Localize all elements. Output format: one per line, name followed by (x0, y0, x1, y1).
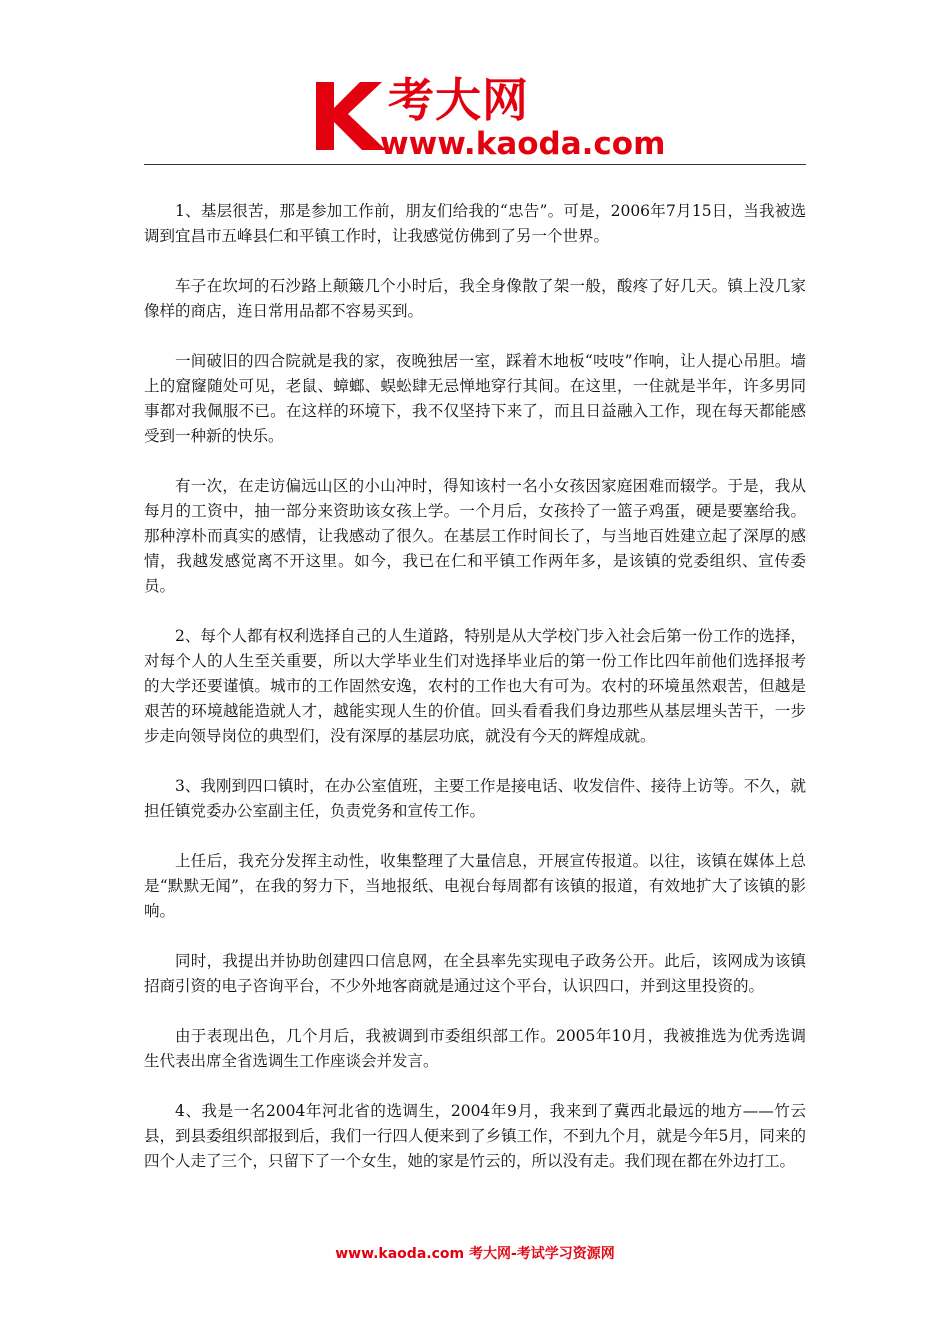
footer-site-link[interactable]: www.kaoda.com 考大网-考试学习资源网 (335, 1246, 615, 1262)
paragraph-4: 有一次，在走访偏远山区的小山冲时，得知该村一名小女孩因家庭困难而辍学。于是，我从每月的工资中，抽一部分来资助该女孩上学。一个月后，女孩拎了一篮子鸡蛋，硬是要塞给我。那种淳朴而真实的感情，让我感动了很久。在基层工作时间长了，与当地百姓建立起了深厚的感情，我越发感觉离不开这里。如今，我已在仁和平镇工作两年多，是该镇的党委组织、宣传委员。 (144, 477, 806, 595)
article-body (144, 199, 806, 1199)
logo-url[interactable]: www.kaoda.com (380, 126, 666, 162)
paragraph-7: 上任后，我充分发挥主动性，收集整理了大量信息，开展宣传报道。以往，该镇在媒体上总是“默默无闻”，在我的努力下，当地报纸、电视台每周都有该镇的报道，有效地扩大了该镇的影响。 (144, 852, 806, 920)
site-header (0, 70, 950, 165)
paragraph-5: 2、每个人都有权利选择自己的人生道路，特别是从大学校门步入社会后第一份工作的选择，对每个人的人生至关重要，所以大学毕业生们对选择毕业后的第一份工作比四年前他们选择报考的大学还要谨慎。城市的工作固然安逸，农村的工作也大有可为。农村的环境虽然艰苦，但越是艰苦的环境越能造就人才，越能实现人生的价值。回头看看我们身边那些从基层埋头苦干，一步步走向领导岗位的典型们，没有深厚的基层功底，就没有今天的辉煌成就。 (144, 627, 806, 745)
paragraph-9: 由于表现出色，几个月后，我被调到市委组织部工作。2005年10月，我被推选为优秀选调生代表出席全省选调生工作座谈会并发言。 (144, 1027, 806, 1070)
paragraph-2: 车子在坎坷的石沙路上颠簸几个小时后，我全身像散了架一般，酸疼了好几天。镇上没几家像样的商店，连日常用品都不容易买到。 (144, 277, 806, 320)
k-letter-logo-icon (312, 78, 388, 154)
paragraph-10: 4、我是一名2004年河北省的选调生，2004年9月，我来到了冀西北最远的地方——竹云县，到县委组织部报到后，我们一行四人便来到了乡镇工作，不到九个月，就是今年5月，同来的四个人走了三个，只留下了一个女生，她的家是竹云的，所以没有走。我们现在都在外边打工。 (144, 1102, 806, 1170)
paragraph-6: 3、我刚到四口镇时，在办公室值班，主要工作是接电话、收发信件、接待上访等。不久，就担任镇党委办公室副主任，负责党务和宣传工作。 (144, 777, 806, 820)
header-divider (144, 164, 806, 165)
logo-chinese-name: 考大网 (388, 73, 529, 127)
paragraph-3: 一间破旧的四合院就是我的家，夜晚独居一室，踩着木地板“吱吱”作响，让人提心吊胆。墙上的窟窿随处可见，老鼠、蟑螂、蜈蚣肆无忌惮地穿行其间。在这里，一住就是半年，许多男同事都对我佩服不已。在这样的环境下，我不仅坚持下来了，而且日益融入工作，现在每天都能感受到一种新的快乐。 (144, 352, 806, 445)
paragraph-1: 1、基层很苦，那是参加工作前，朋友们给我的“忠告”。可是，2006年7月15日，当我被选调到宜昌市五峰县仁和平镇工作时，让我感觉仿佛到了另一个世界。 (144, 202, 806, 245)
paragraph-8: 同时，我提出并协助创建四口信息网，在全县率先实现电子政务公开。此后，该网成为该镇招商引资的电子咨询平台，不少外地客商就是通过这个平台，认识四口，并到这里投资的。 (144, 952, 806, 995)
